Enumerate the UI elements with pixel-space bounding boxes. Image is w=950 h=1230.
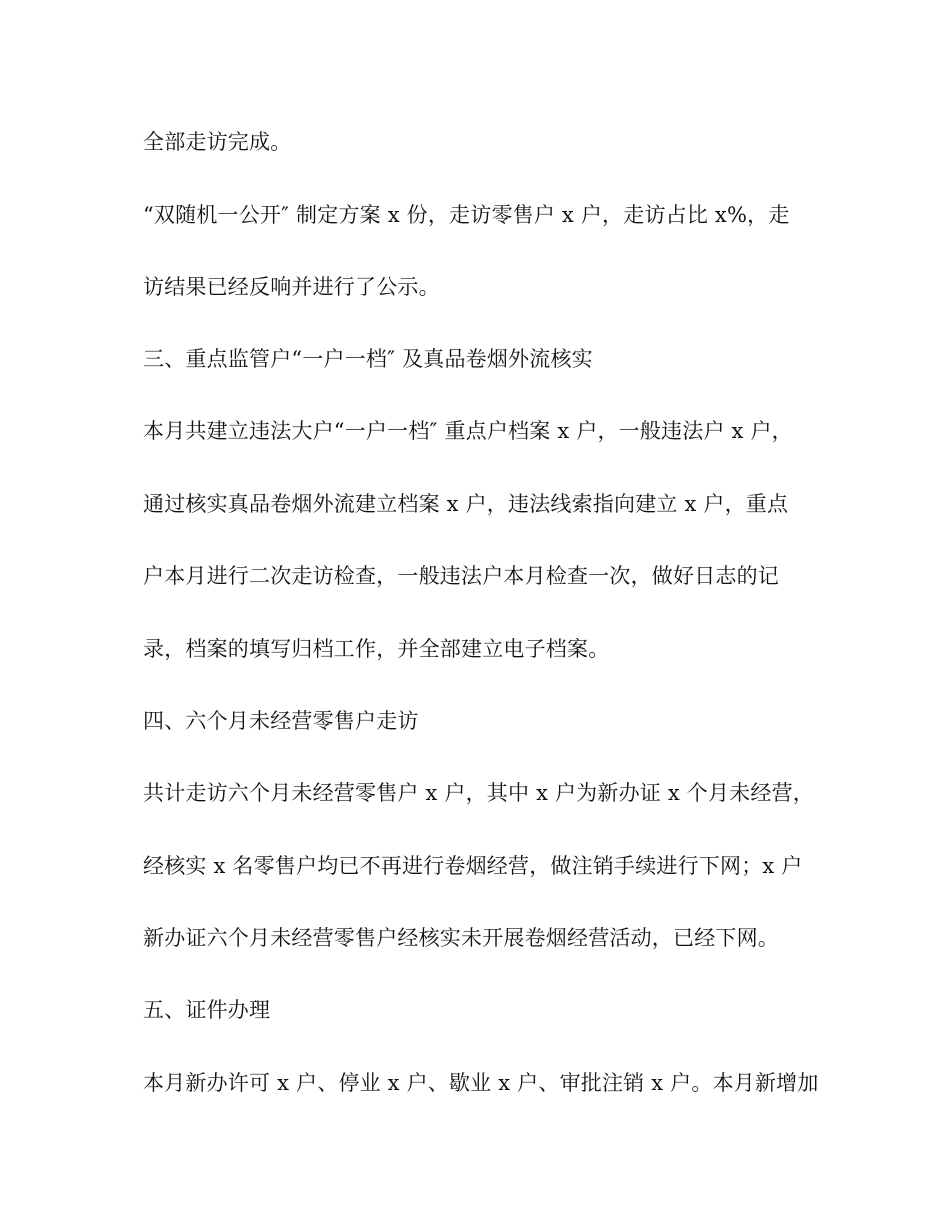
paragraph-line: 经核实 x 名零售户均已不再进行卷烟经营，做注销手续进行下网；x 户 <box>143 854 803 878</box>
paragraph-line: 全部走访完成。 <box>143 130 292 154</box>
paragraph-line: 录，档案的填写归档工作，并全部建立电子档案。 <box>143 637 610 661</box>
section-heading: 四、六个月未经营零售户走访 <box>143 709 419 733</box>
paragraph-line: 本月共建立违法大户“一户一档″ 重点户档案 x 户，一般违法户 x 户， <box>143 419 793 443</box>
paragraph-line: 访结果已经反响并进行了公示。 <box>143 275 440 299</box>
paragraph-line: 本月新办许可 x 户、停业 x 户、歇业 x 户、审批注销 x 户。本月新增加 <box>143 1071 819 1095</box>
paragraph-line: 共计走访六个月未经营零售户 x 户，其中 x 户为新办证 x 个月未经营， <box>143 781 814 805</box>
paragraph-line: 新办证六个月未经营零售户经核实未开展卷烟经营活动，已经下网。 <box>143 926 779 950</box>
paragraph-line: 户本月进行二次走访检查，一般违法户本月检查一次，做好日志的记 <box>143 564 779 588</box>
paragraph-line: 通过核实真品卷烟外流建立档案 x 户，违法线索指向建立 x 户，重点 <box>143 492 789 516</box>
section-heading: 五、证件办理 <box>143 998 271 1022</box>
paragraph-line: “双随机一公开″ 制定方案 x 份，走访零售户 x 户，走访占比 x%，走 <box>143 203 790 227</box>
section-heading: 三、重点监管户“一户一档″ 及真品卷烟外流核实 <box>143 347 593 371</box>
